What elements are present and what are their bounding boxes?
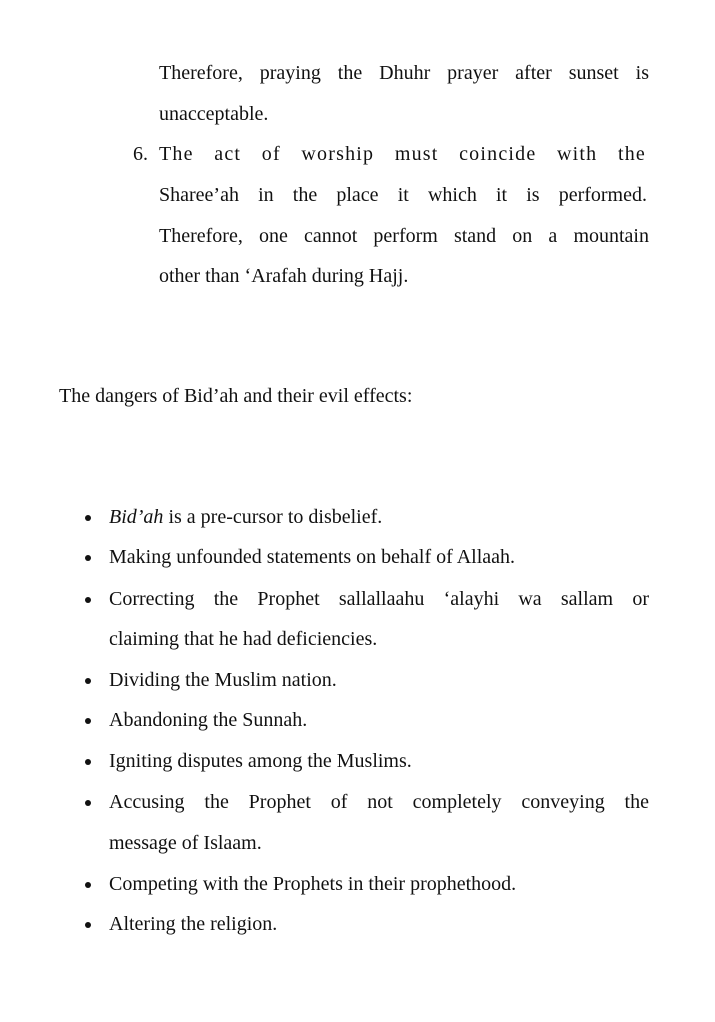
item5-continuation-line-1: Therefore, praying the Dhuhr prayer after sunset is xyxy=(159,62,649,84)
danger-item-3-line-2: claiming that he had deficiencies. xyxy=(109,628,378,650)
bullet-icon xyxy=(85,678,91,684)
danger-item-1-text: is a pre-cursor to disbelief. xyxy=(163,506,383,528)
danger-item-8: Competing with the Prophets in their prophethood. xyxy=(109,873,517,895)
danger-item-7-line-2: message of Islaam. xyxy=(109,832,262,854)
bullet-icon xyxy=(85,555,91,561)
danger-item-7-line-1: Accusing the Prophet of not completely conveying the xyxy=(109,791,649,813)
item6-line-3: Therefore, one cannot perform stand on a mountain xyxy=(159,225,649,247)
danger-item-2: Making unfounded statements on behalf of Allaah. xyxy=(109,546,516,568)
item6-line-2: Sharee’ah in the place it which it is performed. xyxy=(159,184,647,206)
bullet-icon xyxy=(85,922,91,928)
bullet-icon xyxy=(85,597,91,603)
bullet-icon xyxy=(85,759,91,765)
bullet-icon xyxy=(85,800,91,806)
bullet-icon xyxy=(85,882,91,888)
danger-item-4: Dividing the Muslim nation. xyxy=(109,669,337,691)
bullet-icon xyxy=(85,718,91,724)
danger-item-5: Abandoning the Sunnah. xyxy=(109,709,308,731)
item6-line-1: The act of worship must coincide with the xyxy=(159,143,646,165)
danger-item-9: Altering the religion. xyxy=(109,913,278,935)
danger-item-1-italic: Bid’ah xyxy=(109,506,164,528)
danger-item-1 xyxy=(109,505,382,529)
section-heading: The dangers of Bid’ah and their evil effects: xyxy=(59,385,413,407)
bullet-icon xyxy=(85,515,91,521)
danger-item-3-line-1: Correcting the Prophet sallallaahu ‘alayhi wa sallam or xyxy=(109,588,649,610)
item5-continuation-line-2: unacceptable. xyxy=(159,103,269,125)
list-number-6: 6. xyxy=(133,143,148,165)
danger-item-6: Igniting disputes among the Muslims. xyxy=(109,750,412,772)
item6-line-4: other than ‘Arafah during Hajj. xyxy=(159,265,409,287)
